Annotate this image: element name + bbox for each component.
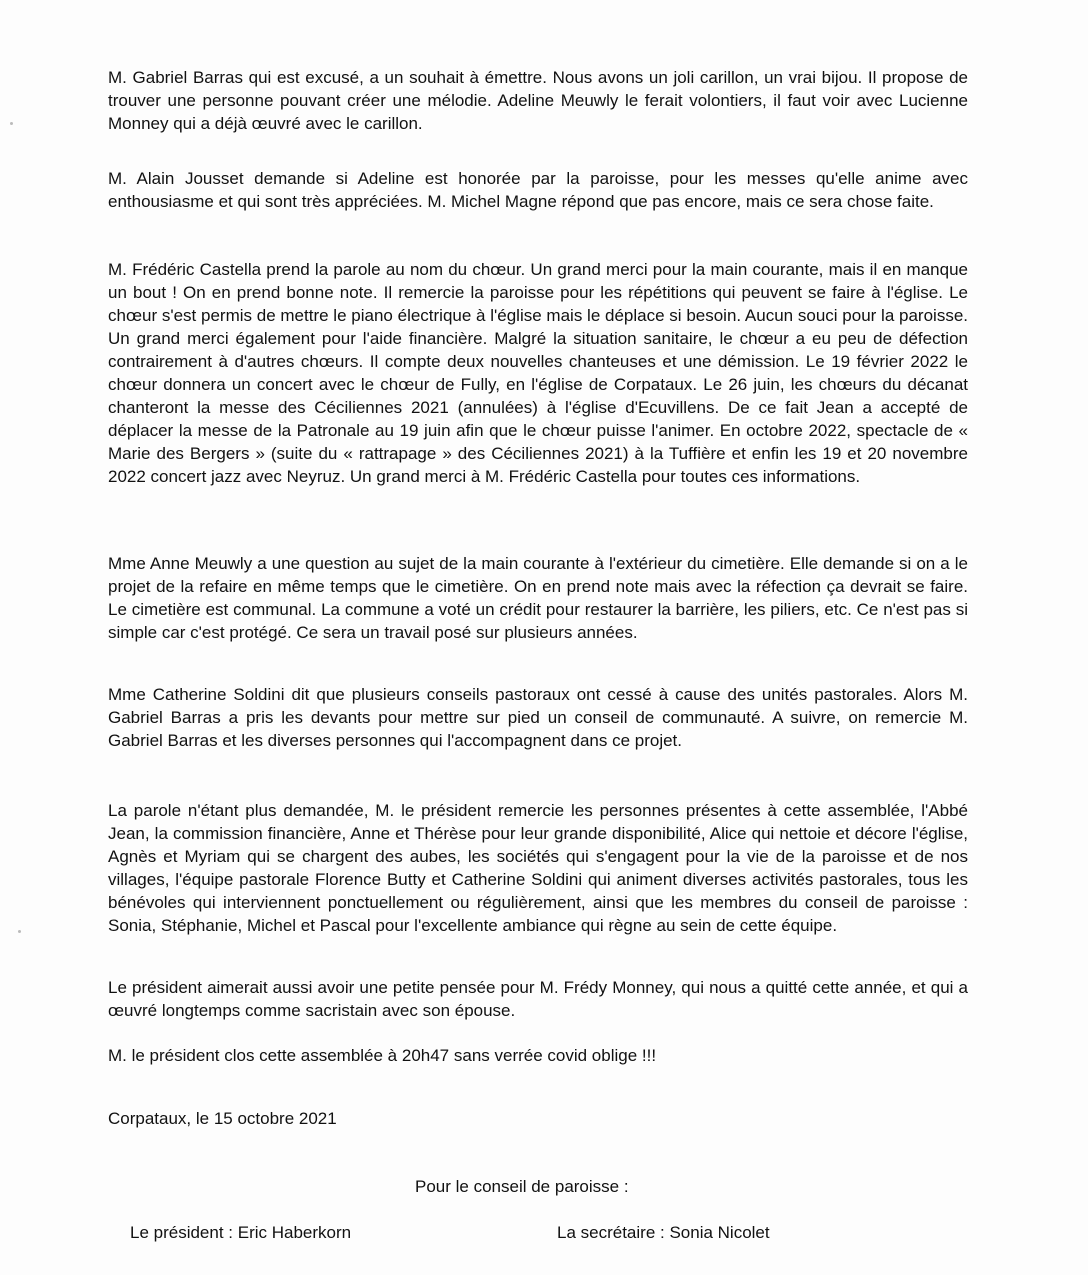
scan-speck [18,930,21,933]
paragraph-pastoral-councils: Mme Catherine Soldini dit que plusieurs conseils pastoraux ont cessé à cause des unités pastorales. Alors M. Gabriel Barras a pris les devants pour mettre sur pied un conseil de communauté. A suivre, on remercie M. Gabriel Barras et les diverses personnes qui l'accompagnent dans ce projet. [108,685,968,750]
president-signature: Le président : Eric Haberkorn [130,1223,352,1242]
scan-speck [10,122,13,125]
paragraph-choir: M. Frédéric Castella prend la parole au nom du chœur. Un grand merci pour la main courante, mais il en manque un bout ! On en prend bonne note. Il remercie la paroisse pour les répétitions qui peuvent se faire à l'église. Le chœur s'est permis de mettre le piano électrique à l'église mais le déplace si besoin. Aucun souci pour la paroisse. Un grand merci également pour l'aide financière. Malgré la situation sanitaire, le chœur a eu peu de défection contrairement à d'autres chœurs. Il compte deux nouvelles chanteuses et une démission. Le 19 février 2022 le chœur donnera un concert avec le chœur de Fully, en l'église de Corpataux. Le 26 juin, les chœurs du décanat chanteront la messe des Céciliennes 2021 (annulées) à l'église d'Ecuvillens. De ce fait Jean a accepté de déplacer la messe de la Patronale au 19 juin afin que le chœur puisse l'animer. En octobre 2022, spectacle de « Marie des Bergers » (suite du « rattrapage » des Céciliennes 2021) à la Tuffière et enfin les 19 et 20 novembre 2022 concert jazz avec Neyruz. Un grand merci à M. Frédéric Castella pour toutes ces informations. [108,260,968,486]
council-signature-heading: Pour le conseil de paroisse : [415,1177,629,1196]
paragraph-carillon: M. Gabriel Barras qui est excusé, a un souhait à émettre. Nous avons un joli carillon, un vrai bijou. Il propose de trouver une personne pouvant créer une mélodie. Adeline Meuwly le ferait volontiers, il faut voir avec Lucienne Monney qui a déjà œuvré avec le carillon. [108,68,968,133]
paragraph-memorial: Le président aimerait aussi avoir une petite pensée pour M. Frédy Monney, qui nous a quitté cette année, et qui a œuvré longtemps comme sacristain avec son épouse. [108,978,968,1020]
paragraph-thanks: La parole n'étant plus demandée, M. le président remercie les personnes présentes à cette assemblée, l'Abbé Jean, la commission financière, Anne et Thérèse pour leur grande disponibilité, Alice qui nettoie et décore l'église, Agnès et Myriam qui se chargent des aubes, les sociétés qui s'engagent pour la vie de la paroisse et de nos villages, l'équipe pastorale Florence Butty et Catherine Soldini qui animent diverses activités pastorales, tous les bénévoles qui interviennent ponctuellement ou régulièrement, ainsi que les membres du conseil de paroisse : Sonia, Stéphanie, Michel et Pascal pour l'excellente ambiance qui règne au sein de cette équipe. [108,801,968,935]
place-and-date: Corpataux, le 15 octobre 2021 [108,1109,337,1128]
secretary-signature: La secrétaire : Sonia Nicolet [557,1223,770,1242]
paragraph-closing: M. le président clos cette assemblée à 20h47 sans verrée covid oblige !!! [108,1046,657,1065]
paragraph-cemetery-railing: Mme Anne Meuwly a une question au sujet de la main courante à l'extérieur du cimetière. Elle demande si on a le projet de la refaire en même temps que le cimetière. On en prend note mais avec la réfection ça devrait se faire. Le cimetière est communal. La commune a voté un crédit pour restaurer la barrière, les piliers, etc. Ce n'est pas si simple car c'est protégé. Ce sera un travail posé sur plusieurs années. [108,554,968,642]
paragraph-adeline-honor: M. Alain Jousset demande si Adeline est honorée par la paroisse, pour les messes qu'elle anime avec enthousiasme et qui sont très appréciées. M. Michel Magne répond que pas encore, mais ce sera chose faite. [108,169,968,211]
